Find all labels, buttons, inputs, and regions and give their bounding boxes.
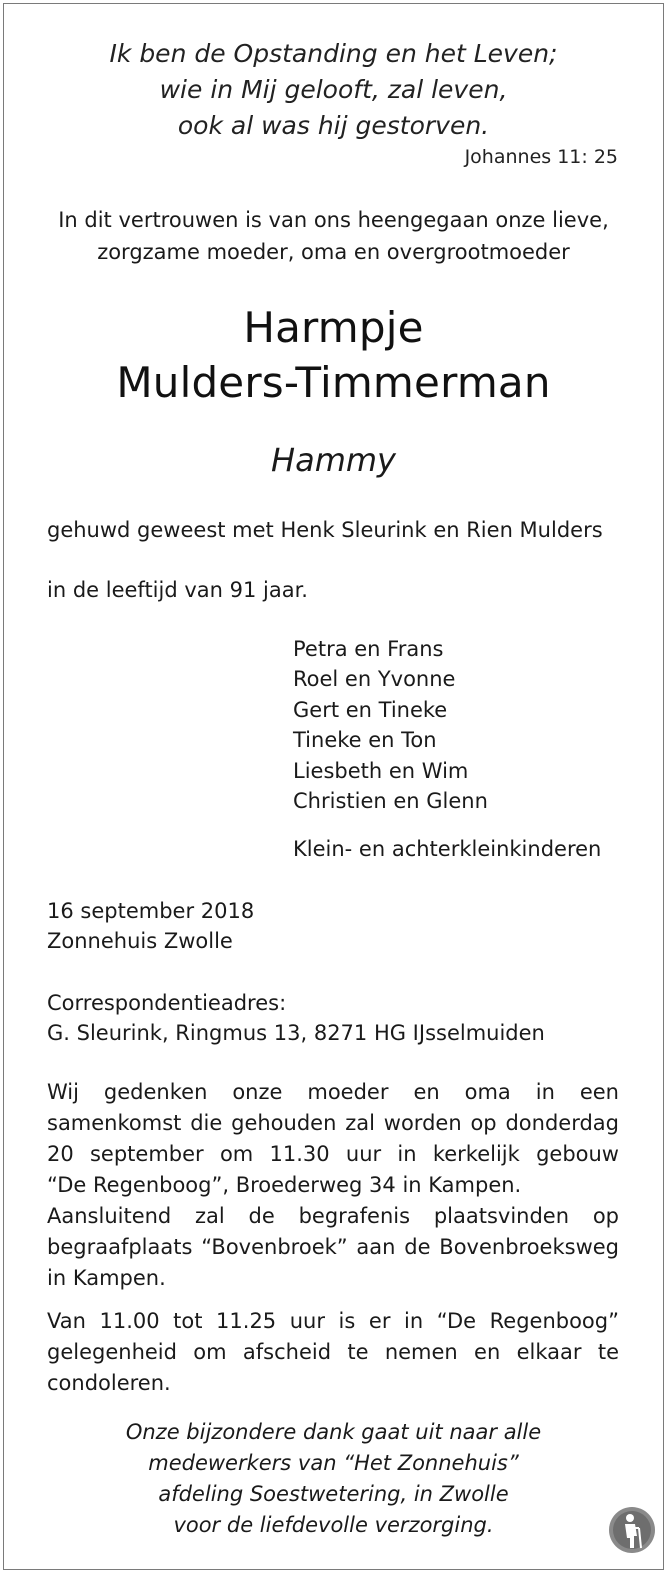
grandchildren-text: Klein- en achterkleinkinderen	[293, 837, 602, 861]
service-line: “De Regenboog”, Broederweg 34 in Kampen.	[47, 1173, 522, 1197]
family-member: Liesbeth en Wim	[293, 758, 469, 783]
service-line: in Kampen.	[47, 1266, 166, 1290]
verse-line: wie in Mij gelooft, zal leven,	[159, 75, 508, 104]
family-member: Gert en Tineke	[293, 697, 448, 722]
intro-line: In dit vertrouwen is van ons heengegaan onze lieve,	[58, 208, 609, 232]
verse-line: ook al was hij gestorven.	[177, 111, 490, 140]
service-line: 20 september om 11.30 uur in kerkelijk gebouw	[47, 1142, 619, 1166]
service-line: samenkomst die gehouden zal worden op donderdag	[47, 1111, 619, 1135]
service-line: begraafplaats “Bovenbroek” aan de Bovenbroeksweg	[47, 1235, 619, 1259]
death-place: Zonnehuis Zwolle	[47, 929, 233, 953]
first-name: Harmpje	[243, 303, 424, 352]
farewell-line: condoleren.	[47, 1371, 171, 1395]
farewell-paragraph	[47, 1306, 619, 1399]
nickname: Hammy	[271, 441, 396, 479]
marriage-text: gehuwd geweest met Henk Sleurink en Rien Mulders	[47, 518, 603, 542]
age-text: in de leeftijd van 91 jaar.	[47, 578, 308, 602]
family-member: Roel en Yvonne	[293, 667, 456, 692]
service-line: Wij gedenken onze moeder en oma in een	[47, 1080, 619, 1104]
family-member: Tineke en Ton	[293, 728, 437, 753]
surname: Mulders-Timmerman	[116, 358, 551, 407]
thanks-paragraph	[44, 1417, 623, 1541]
family-list	[293, 634, 488, 816]
farewell-line: Van 11.00 tot 11.25 uur is er in “De Regenboog”	[47, 1309, 619, 1333]
farewell-line: gelegenheid om afscheid te nemen en elkaar te	[47, 1340, 619, 1364]
correspondence-label: Correspondentieadres:	[47, 991, 287, 1015]
intro-text	[24, 204, 643, 268]
intro-line: zorgzame moeder, oma en overgrootmoeder	[97, 240, 570, 264]
deceased-name	[14, 300, 653, 410]
thanks-line: Onze bijzondere dank gaat uit naar alle	[125, 1420, 542, 1444]
correspondence-address: G. Sleurink, Ringmus 13, 8271 HG IJsselmuiden	[47, 1021, 545, 1045]
verse-reference: Johannes 11: 25	[464, 146, 618, 168]
bible-verse	[44, 36, 623, 144]
family-member: Christien en Glenn	[293, 789, 488, 814]
thanks-line: medewerkers van “Het Zonnehuis”	[148, 1451, 519, 1475]
death-date: 16 september 2018	[47, 899, 255, 923]
person-with-cane-icon	[608, 1506, 656, 1554]
thanks-line: afdeling Soestwetering, in Zwolle	[158, 1482, 509, 1506]
verse-line: Ik ben de Opstanding en het Leven;	[109, 39, 558, 68]
service-line: Aansluitend zal de begrafenis plaatsvinden op	[47, 1204, 619, 1228]
family-member: Petra en Frans	[293, 637, 444, 661]
thanks-line: voor de liefdevolle verzorging.	[173, 1513, 494, 1537]
obituary-card	[3, 3, 664, 1570]
service-paragraph	[47, 1077, 619, 1294]
